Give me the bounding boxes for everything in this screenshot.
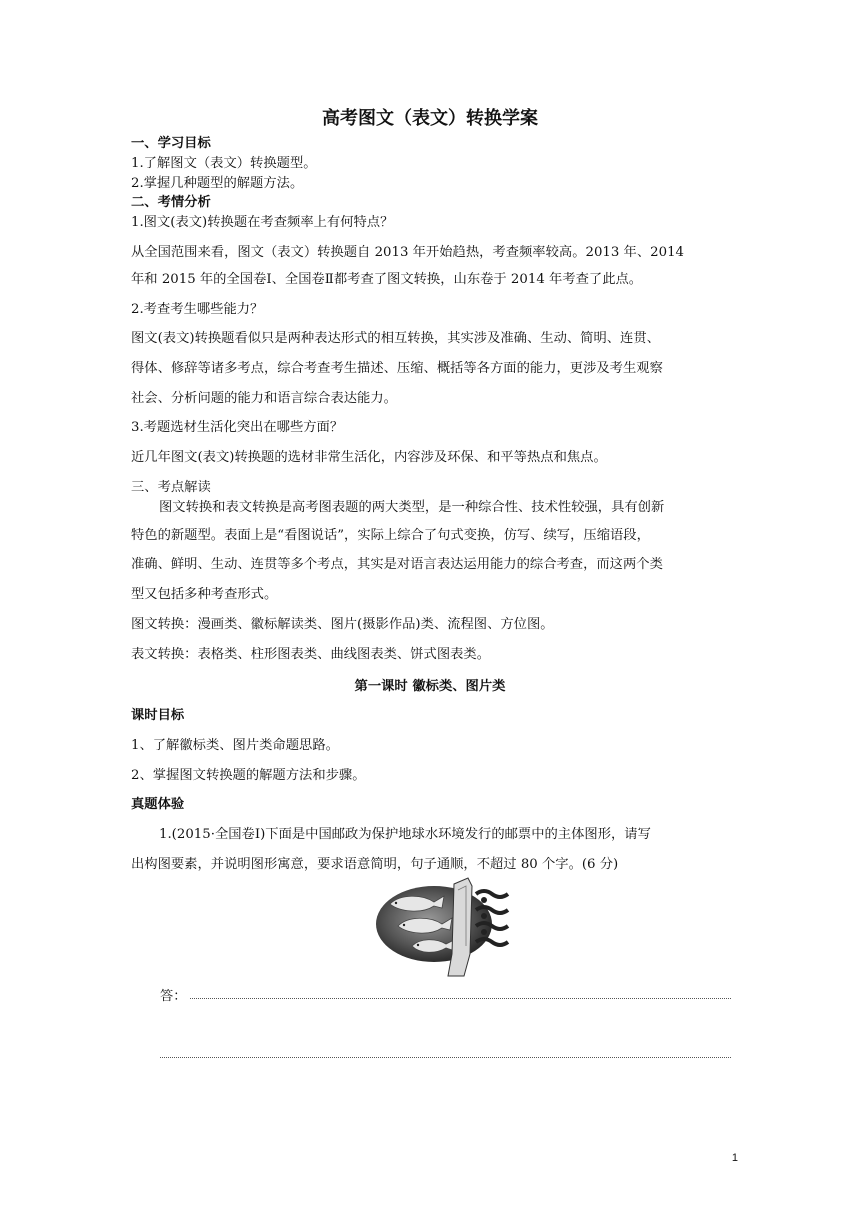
real-exam-heading: 真题体验 (131, 797, 185, 812)
page-number: 1 (731, 1152, 738, 1164)
paragraph-line: 从全国范围来看，图文（表文）转换题自 2013 年开始趋热，考查频率较高。2013 年、2014 (131, 245, 684, 260)
picture-conversion-types: 图文转换：漫画类、徽标解读类、图片(摄影作品)类、流程图、方位图。 (131, 617, 554, 632)
document-title: 高考图文（表文）转换学案 (322, 108, 538, 129)
section-heading-exam-analysis: 二、考情分析 (131, 195, 211, 210)
answer-line[interactable] (160, 1057, 731, 1058)
question-abilities: 2.考查考生哪些能力？ (131, 302, 264, 317)
answer-label: 答： (160, 989, 187, 1004)
paragraph-line: 特色的新题型。表面上是“看图说话”，实际上综合了句式变换，仿写、续写，压缩语段， (131, 528, 650, 543)
paragraph-line: 图文转换和表文转换是高考图表题的两大类型，是一种综合性、技术性较强，具有创新 (159, 500, 665, 515)
goal-item-1: 1.了解图文（表文）转换题型。 (131, 156, 317, 171)
question-materials: 3.考题选材生活化突出在哪些方面？ (131, 420, 344, 435)
exam-question-line: 出构图要素，并说明图形寓意，要求语意简明，句子通顺，不超过 80 个字。(6 分) (131, 857, 619, 872)
section-heading-learning-goals: 一、学习目标 (131, 136, 211, 151)
paragraph-line: 社会、分析问题的能力和语言综合表达能力。 (131, 391, 397, 406)
lesson-heading: 第一课时 徽标类、图片类 (354, 679, 506, 694)
lesson-goal-1: 1、了解徽标类、图片类命题思路。 (131, 738, 339, 753)
table-conversion-types: 表文转换：表格类、柱形图表类、曲线图表类、饼式图表类。 (131, 647, 491, 662)
paragraph-line: 图文(表文)转换题看似只是两种表达形式的相互转换，其实涉及准确、生动、简明、连贯、 (131, 331, 660, 346)
paragraph-line: 年和 2015 年的全国卷Ⅰ、全国卷Ⅱ都考查了图文转换，山东卷于 2014 年考查了此点。 (131, 272, 643, 287)
paragraph-line: 近几年图文(表文)转换题的选材非常生活化，内容涉及环保、和平等热点和焦点。 (131, 450, 607, 465)
question-frequency: 1.图文(表文)转换题在考查频率上有何特点？ (131, 215, 394, 230)
paragraph-line: 准确、鲜明、生动、连贯等多个考点，其实是对语言表达运用能力的综合考查，而这两个类 (131, 557, 663, 572)
stamp-illustration (372, 876, 522, 978)
lesson-goals-heading: 课时目标 (131, 708, 185, 723)
lesson-goal-2: 2、掌握图文转换题的解题方法和步骤。 (131, 768, 366, 783)
exam-question-line: 1.(2015·全国卷Ⅰ)下面是中国邮政为保护地球水环境发行的邮票中的主体图形，请写 (159, 827, 651, 842)
answer-line[interactable] (190, 998, 731, 999)
goal-item-2: 2.掌握几种题型的解题方法。 (131, 176, 304, 191)
section-heading-key-points: 三、考点解读 (131, 480, 211, 495)
paragraph-line: 型又包括多种考查形式。 (131, 587, 278, 602)
paragraph-line: 得体、修辞等诸多考点，综合考查考生描述、压缩、概括等各方面的能力，更涉及考生观察 (131, 361, 663, 376)
